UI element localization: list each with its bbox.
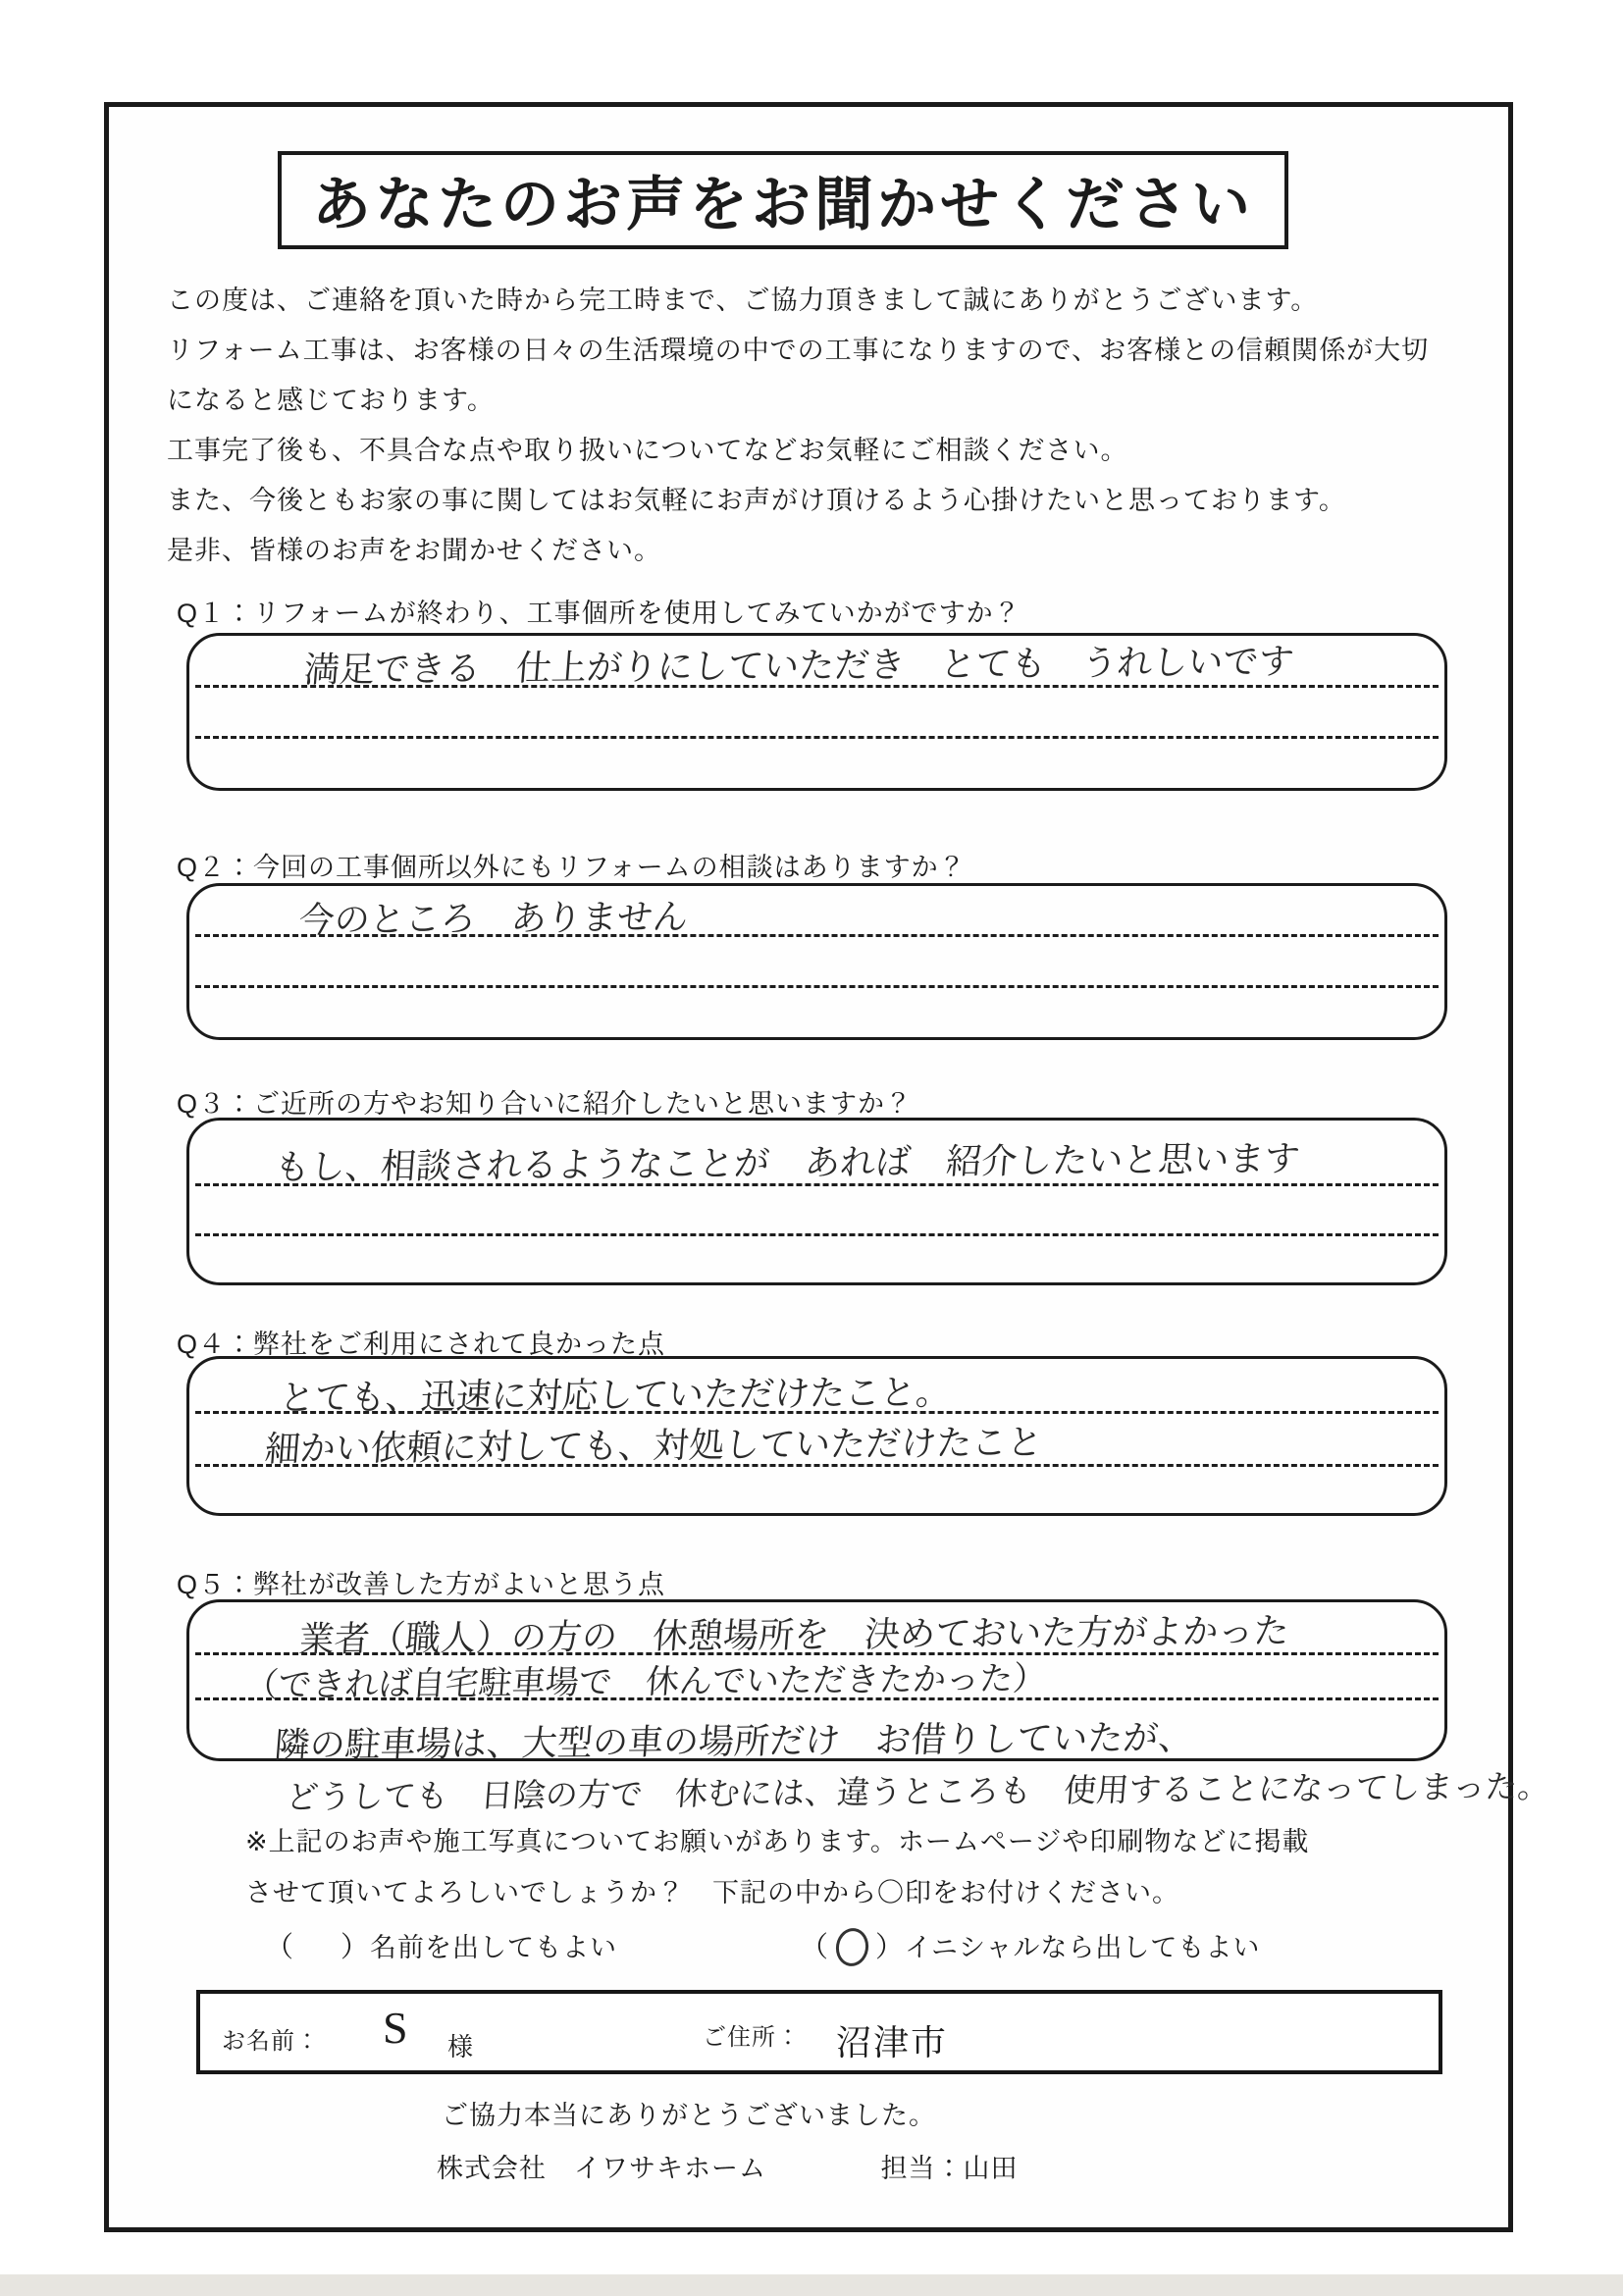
question-label-q2: Q２：今回の工事個所以外にもリフォームの相談はありますか？	[177, 853, 967, 882]
question-label-q3: Q３：ご近所の方やお知り合いに紹介したいと思いますか？	[177, 1089, 914, 1119]
paren-open: （	[800, 1932, 830, 1963]
handwritten-answer-overflow: どうしても 日陰の方で 休むには、違うところも 使用することになってしまった。	[285, 1766, 1552, 1817]
question-label-q4: Q４：弊社をご利用にされて良かった点	[177, 1330, 666, 1359]
page-title: あなたのお声をお聞かせください	[312, 173, 1254, 237]
handwritten-answer: 満足できる 仕上がりにしていただき とても うれしいです	[302, 642, 1296, 692]
answer-box-q2	[186, 883, 1447, 1040]
handwritten-circle-icon	[833, 1926, 871, 1969]
handwritten-answer: 隣の駐車場は、大型の車の場所だけ お借りしていたが、	[273, 1717, 1196, 1767]
paren-open: （	[265, 1932, 295, 1963]
question-label-q1: Q１：リフォームが終わり、工事個所を使用してみていかがですか？	[177, 599, 1021, 628]
handwritten-answer: とても、迅速に対応していただけたこと。	[278, 1373, 953, 1420]
publish-option-label: 名前を出してもよい	[370, 1933, 618, 1962]
intro-line: この度は、ご連絡を頂いた時から完工時まで、ご協力頂きまして誠にありがとうございます。	[167, 286, 1319, 315]
handwritten-answer: もし、相談されるようなことが あれば 紹介したいと思います	[273, 1138, 1302, 1189]
handwritten-answer: （できれば自宅駐車場で 休んでいただきたかった）	[243, 1658, 1048, 1705]
intro-line: 工事完了後も、不具合な点や取り扱いについてなどお気軽にご相談ください。	[167, 436, 1128, 465]
address-field-value: 沼津市	[836, 2022, 949, 2062]
paren-close: ）	[875, 1932, 906, 1963]
question-label-q5: Q５：弊社が改善した方がよいと思う点	[177, 1570, 666, 1599]
respondent-info-box	[196, 1990, 1442, 2074]
answer-box-q3	[186, 1118, 1447, 1285]
ruled-line	[195, 1233, 1439, 1236]
company-name: 株式会社 イワサキホーム	[437, 2154, 766, 2183]
publish-note-line: ※上記のお声や施工写真についてお願いがあります。ホームページや印刷物などに掲載	[245, 1827, 1310, 1856]
title-box	[278, 151, 1288, 249]
handwritten-answer: 業者（職人）の方の 休憩場所を 決めておいた方がよかった	[297, 1611, 1291, 1661]
answer-box-q1	[186, 633, 1447, 791]
ruled-line	[195, 985, 1439, 988]
publish-note-line: させて頂いてよろしいでしょうか？ 下記の中から〇印をお付けください。	[245, 1878, 1179, 1907]
company-row	[437, 2147, 1019, 2185]
thanks-message: ご協力本当にありがとうございました。	[442, 2101, 936, 2130]
answer-box-q5	[186, 1599, 1447, 1767]
publish-option-name	[265, 1925, 617, 1965]
name-field-label: お名前：	[222, 2028, 320, 2055]
intro-line: 是非、皆様のお声をお聞かせください。	[167, 536, 661, 565]
ruled-line	[195, 736, 1439, 739]
survey-sheet	[104, 102, 1552, 2232]
staff-name: 担当：山田	[880, 2154, 1019, 2183]
name-field-value: S	[383, 2003, 408, 2053]
intro-paragraph	[167, 276, 1429, 576]
answer-box-q4	[186, 1356, 1447, 1516]
address-field-label: ご住所：	[703, 2024, 801, 2051]
scan-edge-artifact	[0, 2274, 1623, 2296]
intro-line: になると感じております。	[167, 386, 495, 415]
handwritten-answer: 今のところ ありません	[297, 897, 690, 942]
publish-option-initial	[800, 1925, 1260, 1965]
handwritten-answer: 細かい依頼に対しても、対処していただけたこと	[263, 1423, 1044, 1471]
intro-line: リフォーム工事は、お客様の日々の生活環境の中での工事になりますので、お客様との信頼関係が大切	[167, 336, 1430, 365]
name-honorific: 様	[447, 2032, 474, 2061]
paren-close: ）	[340, 1932, 371, 1963]
intro-line: また、今後ともお家の事に関してはお気軽にお声がけ頂けるよう心掛けたいと思っております。	[167, 486, 1346, 515]
publish-option-label: イニシャルなら出してもよい	[905, 1933, 1261, 1962]
